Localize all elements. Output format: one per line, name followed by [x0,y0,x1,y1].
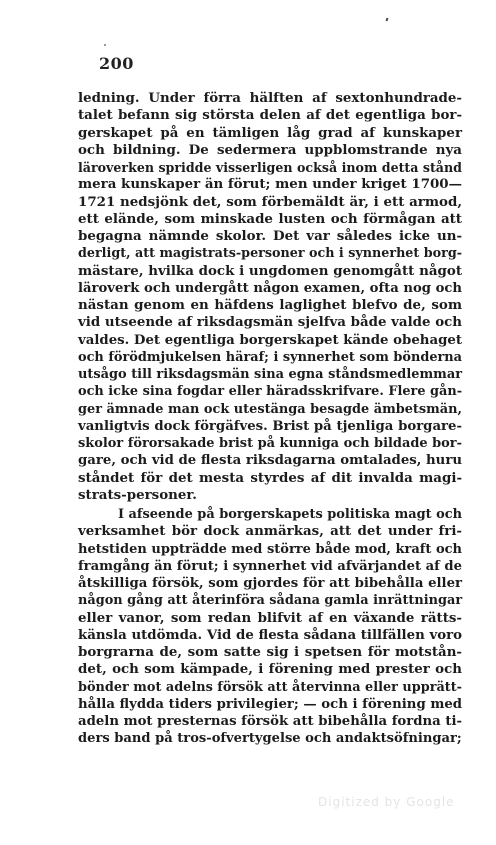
page-number: 200 [99,54,134,73]
text-line: 1721 nedsjönk det, som förbemäldt är, i ett armod, [78,193,462,210]
text-line: ståndet för det mesta styrdes af dit invalda magi- [78,469,462,486]
text-line: åtskilliga försök, som gjordes för att bibehålla eller [78,576,462,591]
text-line: gerskapet på en tämligen låg grad af kunskaper [78,124,462,141]
text-line: hålla flydda tiders privilegier; — och i förening med [78,696,463,712]
text-line: känsla utdömda. Vid de flesta sådana tillfällen voro [78,626,462,643]
text-line: valdes. Det egentliga borgerskapet kände obehaget [78,332,462,348]
text-line: begagna nämnde skolor. Det var således icke un- [78,228,462,244]
ink-speck [386,18,389,22]
text-line: framgång än förut; i synnerhet vid afvärjandet af de [78,558,462,574]
text-line: ders band på tros-ofvertygelse och andaktsöfningar; [78,731,462,747]
text-line: nästan genom en häfdens laglighet blefvo de, som [78,297,462,313]
text-line: vanligtvis dock förgäfves. Brist på tjenliga borgare- [78,418,462,434]
text-line: ett elände, som minskade lusten och förmågan att [78,210,462,227]
text-line: mera kunskaper än förut; men under kriget 1700— [78,176,462,193]
text-line: läroverk och undergått någon examen, ofta nog och [78,280,462,296]
text-line: eller vanor, som redan blifvit af en växande rätts- [78,609,462,626]
text-line: ger ämnade man ock utestänga besagde ämbetsmän, [78,401,462,417]
text-line: och icke sina fogdar eller häradsskrifvare. Flere gån- [78,384,463,400]
text-line: mästare, hvilka dock i ungdomen genomgått något [78,262,462,279]
text-line: gare, och vid de flesta riksdagarna omtalades, huru [78,453,462,469]
text-line: borgrarna de, som satte sig i spetsen för motstån- [78,644,462,660]
text-line: verksamhet bör dock anmärkas, att det under fri- [78,523,462,540]
text-line: och bildning. De sedermera uppblomstrande nya [78,141,462,158]
body-text [78,90,462,748]
text-line: och förödmjukelsen häraf; i synnerhet som bönderna [78,349,462,365]
text-line: adeln mot presternas försök att bibehålla fordna ti- [78,714,462,729]
text-line: I afseende på borgerskapets politiska magt och [118,507,462,522]
text-line: det, och som kämpade, i förening med prester och [78,661,462,678]
paragraph-2 [78,506,462,748]
digitization-watermark: Digitized by Google [318,795,455,809]
text-line: vid utseende af riksdagsmän sjelfva både valde och [78,314,462,331]
paragraph-1 [78,90,462,504]
text-line: skolor förorsakade brist på kunniga och bildade bor- [78,436,462,451]
text-line: någon gång att återinföra sådana gamla inrättningar [78,593,463,609]
text-line: strats-personer. [78,486,197,503]
text-line: bönder mot adelns försök att återvinna eller upprätt- [78,679,462,695]
text-line: derligt, att magistrats-personer och i synnerhet borg- [78,246,462,262]
text-line: talet befann sig största delen af det egentliga bor- [78,107,462,124]
ink-speck [104,44,106,46]
text-line: hetstiden uppträdde med större både mod, kraft och [78,541,462,557]
text-line: ledning. Under förra hälften af sextonhundrade- [78,90,462,106]
text-line: läroverken spridde visserligen också inom detta stånd [78,160,462,175]
text-line: utsågo till riksdagsmän sina egna ståndsmedlemmar [78,367,462,382]
